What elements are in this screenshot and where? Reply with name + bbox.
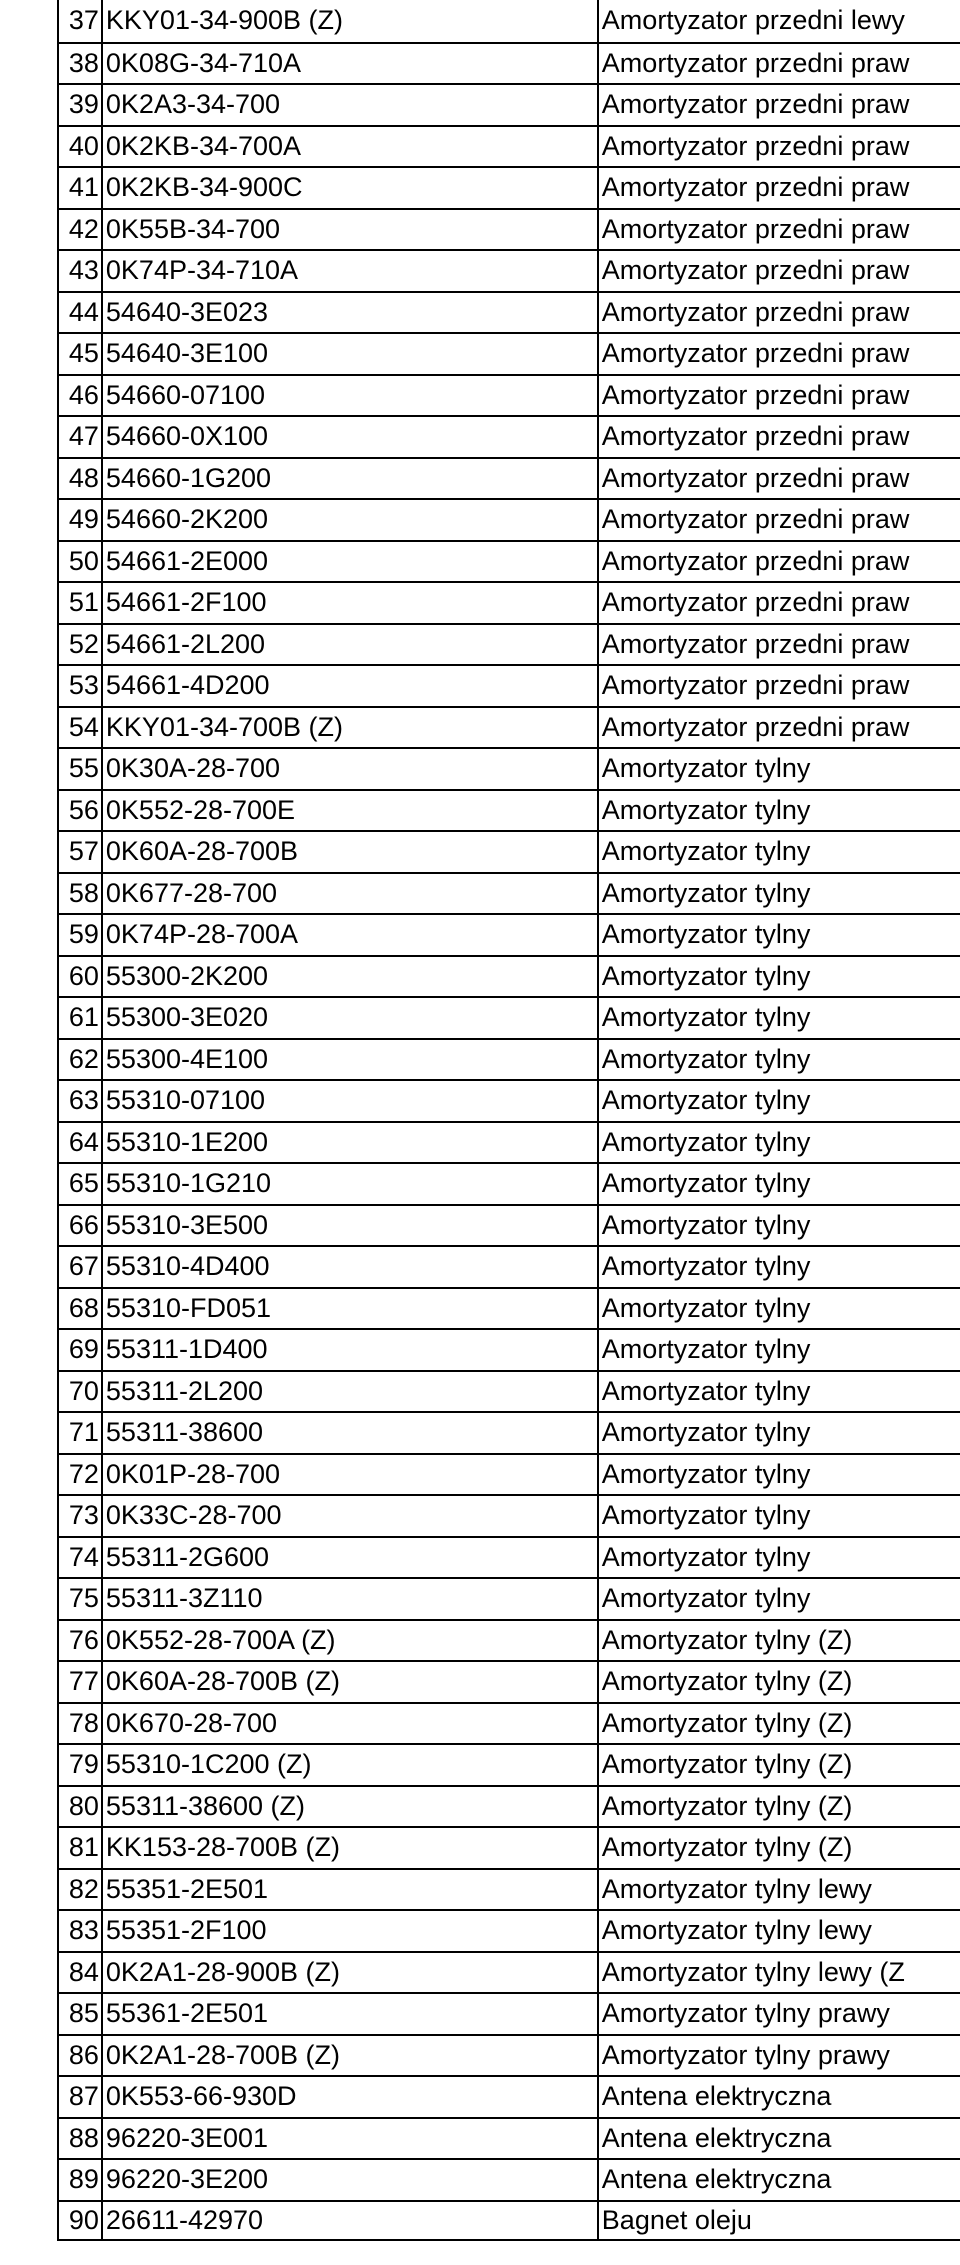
part-description-cell: Antena elektryczna (601, 2122, 832, 2153)
part-description-cell: Amortyzator tylny (601, 794, 811, 825)
part-description-cell: Amortyzator przedni praw (601, 504, 910, 535)
part-code-cell: 0K74P-34-710A (103, 251, 599, 291)
part-code-cell: 0K552-28-700A (Z) (103, 1621, 599, 1661)
row-number-cell: 39 (59, 85, 103, 125)
row-number-cell: 67 (59, 1247, 103, 1287)
part-code-cell: 54661-2F100 (103, 583, 599, 623)
table-row (57, 789, 960, 831)
table-row (57, 1494, 960, 1536)
part-code-cell: 55310-FD051 (103, 1289, 599, 1329)
table-row (57, 1204, 960, 1246)
table-row (57, 1577, 960, 1619)
table-row (57, 1079, 960, 1121)
part-code-cell: 0K08G-34-710A (103, 44, 599, 84)
part-description-cell: Amortyzator tylny (Z) (601, 1666, 853, 1697)
table-row (57, 83, 960, 125)
table-row (57, 249, 960, 291)
row-number-cell: 89 (59, 2160, 103, 2200)
table-row (57, 913, 960, 955)
part-code-cell: 54661-2L200 (103, 625, 599, 665)
part-code-cell: 54661-4D200 (103, 666, 599, 706)
part-description-cell: Amortyzator przedni praw (601, 89, 910, 120)
row-number-cell: 47 (59, 417, 103, 457)
part-code-cell: 55361-2E501 (103, 1994, 599, 2034)
part-code-cell: 0K2A1-28-700B (Z) (103, 2036, 599, 2076)
row-number-cell: 81 (59, 1828, 103, 1868)
row-number-cell: 55 (59, 749, 103, 789)
table-row (57, 623, 960, 665)
part-code-cell: 54660-0X100 (103, 417, 599, 457)
row-number-cell: 51 (59, 583, 103, 623)
table-row (57, 1785, 960, 1827)
row-number-cell: 60 (59, 957, 103, 997)
table-row (57, 374, 960, 416)
row-number-cell: 87 (59, 2077, 103, 2117)
row-number-cell: 72 (59, 1455, 103, 1495)
part-description-cell: Amortyzator tylny (601, 1500, 811, 1531)
part-description-cell: Amortyzator tylny (601, 1334, 811, 1365)
row-number-cell: 70 (59, 1372, 103, 1412)
part-description-cell: Amortyzator tylny (601, 1583, 811, 1614)
part-code-cell: 54660-2K200 (103, 500, 599, 540)
table-row (57, 664, 960, 706)
part-description-cell: Amortyzator przedni praw (601, 47, 910, 78)
part-description-cell: Bagnet oleju (601, 2204, 752, 2235)
table-row (57, 42, 960, 84)
part-code-cell: 0K670-28-700 (103, 1704, 599, 1744)
part-description-cell: Amortyzator tylny (601, 960, 811, 991)
row-number-cell: 68 (59, 1289, 103, 1329)
row-number-cell: 84 (59, 1953, 103, 1993)
row-number-cell: 40 (59, 127, 103, 167)
row-number-cell: 46 (59, 376, 103, 416)
table-row (57, 1287, 960, 1329)
row-number-cell: 54 (59, 708, 103, 748)
part-code-cell: 0K55B-34-700 (103, 210, 599, 250)
table-row (57, 2200, 960, 2242)
row-number-cell: 65 (59, 1164, 103, 1204)
row-number-cell: 38 (59, 44, 103, 84)
row-number-cell: 45 (59, 334, 103, 374)
row-number-cell: 78 (59, 1704, 103, 1744)
table-row (57, 0, 960, 42)
part-code-cell: 55311-2G600 (103, 1538, 599, 1578)
part-code-cell: 0K30A-28-700 (103, 749, 599, 789)
table-row (57, 1702, 960, 1744)
part-code-cell: 55310-1E200 (103, 1123, 599, 1163)
table-row (57, 747, 960, 789)
part-code-cell: 55310-1G210 (103, 1164, 599, 1204)
table-row (57, 2117, 960, 2159)
part-description-cell: Amortyzator tylny (Z) (601, 1790, 853, 1821)
table-row (57, 1909, 960, 1951)
row-number-cell: 52 (59, 625, 103, 665)
part-code-cell: 55311-2L200 (103, 1372, 599, 1412)
row-number-cell: 44 (59, 293, 103, 333)
part-description-cell: Amortyzator tylny lewy (Z (601, 1956, 905, 1987)
row-number-cell: 86 (59, 2036, 103, 2076)
part-description-cell: Amortyzator tylny (601, 1168, 811, 1199)
row-number-cell: 58 (59, 874, 103, 914)
part-code-cell: 0K553-66-930D (103, 2077, 599, 2117)
part-description-cell: Amortyzator tylny (601, 1458, 811, 1489)
table-row (57, 457, 960, 499)
part-code-cell: 0K01P-28-700 (103, 1455, 599, 1495)
part-description-cell: Amortyzator przedni praw (601, 670, 910, 701)
row-number-cell: 62 (59, 1040, 103, 1080)
part-code-cell: 0K60A-28-700B (103, 832, 599, 872)
part-code-cell: 55311-3Z110 (103, 1579, 599, 1619)
table-row (57, 498, 960, 540)
table-row (57, 1121, 960, 1163)
table-row (57, 1411, 960, 1453)
table-row (57, 1038, 960, 1080)
table-row (57, 1245, 960, 1287)
part-description-cell: Amortyzator przedni praw (601, 379, 910, 410)
part-description-cell: Amortyzator tylny (601, 1043, 811, 1074)
part-description-cell: Amortyzator przedni praw (601, 587, 910, 618)
part-code-cell: 0K2KB-34-900C (103, 168, 599, 208)
table-row (57, 955, 960, 997)
part-description-cell: Amortyzator tylny (601, 1251, 811, 1282)
part-code-cell: 54661-2E000 (103, 542, 599, 582)
part-description-cell: Amortyzator przedni praw (601, 421, 910, 452)
part-description-cell: Amortyzator tylny (601, 836, 811, 867)
part-description-cell: Amortyzator tylny (Z) (601, 1624, 853, 1655)
part-description-cell: Amortyzator tylny (601, 1375, 811, 1406)
row-number-cell: 42 (59, 210, 103, 250)
part-description-cell: Amortyzator tylny (Z) (601, 1749, 853, 1780)
part-description-cell: Amortyzator tylny (601, 1209, 811, 1240)
part-description-cell: Amortyzator tylny prawy (601, 1998, 890, 2029)
part-description-cell: Amortyzator tylny (601, 877, 811, 908)
part-description-cell: Amortyzator tylny (Z) (601, 1707, 853, 1738)
row-number-cell: 69 (59, 1330, 103, 1370)
row-number-cell: 79 (59, 1745, 103, 1785)
row-number-cell: 61 (59, 998, 103, 1038)
table-row (57, 332, 960, 374)
part-code-cell: 55311-38600 (103, 1413, 599, 1453)
part-code-cell: 0K2A1-28-900B (Z) (103, 1953, 599, 1993)
part-description-cell: Amortyzator tylny lewy (601, 1915, 872, 1946)
part-description-cell: Antena elektryczna (601, 2164, 832, 2195)
part-code-cell: 54640-3E100 (103, 334, 599, 374)
part-description-cell: Amortyzator tylny (601, 1002, 811, 1033)
part-description-cell: Amortyzator przedni lewy (601, 5, 905, 36)
part-code-cell: 55300-4E100 (103, 1040, 599, 1080)
part-description-cell: Amortyzator przedni praw (601, 462, 910, 493)
part-code-cell: 0K677-28-700 (103, 874, 599, 914)
row-number-cell: 75 (59, 1579, 103, 1619)
parts-table (57, 0, 960, 2241)
table-row (57, 125, 960, 167)
part-code-cell: 0K2KB-34-700A (103, 127, 599, 167)
table-row (57, 1536, 960, 1578)
part-description-cell: Amortyzator tylny (601, 919, 811, 950)
part-description-cell: Amortyzator przedni praw (601, 213, 910, 244)
part-description-cell: Amortyzator przedni praw (601, 255, 910, 286)
part-description-cell: Amortyzator tylny lewy (601, 1873, 872, 1904)
table-row (57, 996, 960, 1038)
part-code-cell: 26611-42970 (103, 2202, 599, 2240)
row-number-cell: 41 (59, 168, 103, 208)
part-description-cell: Amortyzator tylny prawy (601, 2039, 890, 2070)
part-code-cell: 55311-1D400 (103, 1330, 599, 1370)
table-row (57, 1453, 960, 1495)
row-number-cell: 37 (59, 0, 103, 42)
table-row (57, 1826, 960, 1868)
part-description-cell: Amortyzator przedni praw (601, 545, 910, 576)
row-number-cell: 73 (59, 1496, 103, 1536)
table-row (57, 1660, 960, 1702)
table-row (57, 1162, 960, 1204)
table-row (57, 166, 960, 208)
part-description-cell: Amortyzator przedni praw (601, 338, 910, 369)
part-code-cell: 0K33C-28-700 (103, 1496, 599, 1536)
row-number-cell: 85 (59, 1994, 103, 2034)
row-number-cell: 83 (59, 1911, 103, 1951)
table-row (57, 2034, 960, 2076)
table-row (57, 2075, 960, 2117)
row-number-cell: 82 (59, 1870, 103, 1910)
row-number-cell: 63 (59, 1081, 103, 1121)
part-description-cell: Amortyzator tylny (601, 1417, 811, 1448)
table-row (57, 830, 960, 872)
part-code-cell: 96220-3E200 (103, 2160, 599, 2200)
table-row (57, 540, 960, 582)
row-number-cell: 50 (59, 542, 103, 582)
part-description-cell: Amortyzator tylny (601, 1292, 811, 1323)
table-row (57, 581, 960, 623)
row-number-cell: 53 (59, 666, 103, 706)
table-row (57, 415, 960, 457)
row-number-cell: 77 (59, 1662, 103, 1702)
part-code-cell: KKY01-34-900B (Z) (103, 0, 599, 42)
part-code-cell: 0K552-28-700E (103, 791, 599, 831)
part-code-cell: 55310-4D400 (103, 1247, 599, 1287)
part-code-cell: 55310-3E500 (103, 1206, 599, 1246)
table-row (57, 706, 960, 748)
table-row (57, 291, 960, 333)
part-description-cell: Amortyzator przedni praw (601, 172, 910, 203)
table-row (57, 2158, 960, 2200)
row-number-cell: 48 (59, 459, 103, 499)
part-code-cell: 96220-3E001 (103, 2119, 599, 2159)
row-number-cell: 80 (59, 1787, 103, 1827)
row-number-cell: 71 (59, 1413, 103, 1453)
part-code-cell: 0K60A-28-700B (Z) (103, 1662, 599, 1702)
part-code-cell: 54660-07100 (103, 376, 599, 416)
table-row (57, 208, 960, 250)
row-number-cell: 49 (59, 500, 103, 540)
row-number-cell: 74 (59, 1538, 103, 1578)
row-number-cell: 64 (59, 1123, 103, 1163)
part-description-cell: Amortyzator przedni praw (601, 711, 910, 742)
part-code-cell: 55300-3E020 (103, 998, 599, 1038)
part-code-cell: 55351-2F100 (103, 1911, 599, 1951)
part-description-cell: Amortyzator tylny (601, 753, 811, 784)
row-number-cell: 56 (59, 791, 103, 831)
part-description-cell: Amortyzator tylny (601, 1126, 811, 1157)
part-description-cell: Amortyzator tylny (601, 1541, 811, 1572)
part-description-cell: Amortyzator przedni praw (601, 628, 910, 659)
row-number-cell: 66 (59, 1206, 103, 1246)
table-row (57, 1868, 960, 1910)
table-row (57, 1619, 960, 1661)
part-description-cell: Amortyzator tylny (Z) (601, 1832, 853, 1863)
part-code-cell: 0K74P-28-700A (103, 915, 599, 955)
table-row (57, 872, 960, 914)
row-number-cell: 88 (59, 2119, 103, 2159)
part-description-cell: Antena elektryczna (601, 2081, 832, 2112)
part-code-cell: KKY01-34-700B (Z) (103, 708, 599, 748)
part-code-cell: 55300-2K200 (103, 957, 599, 997)
row-number-cell: 59 (59, 915, 103, 955)
part-code-cell: 54640-3E023 (103, 293, 599, 333)
table-row (57, 1951, 960, 1993)
part-code-cell: 55351-2E501 (103, 1870, 599, 1910)
part-code-cell: KK153-28-700B (Z) (103, 1828, 599, 1868)
row-number-cell: 90 (59, 2202, 103, 2240)
table-row (57, 1743, 960, 1785)
part-code-cell: 0K2A3-34-700 (103, 85, 599, 125)
part-description-cell: Amortyzator przedni praw (601, 296, 910, 327)
part-code-cell: 54660-1G200 (103, 459, 599, 499)
part-code-cell: 55310-07100 (103, 1081, 599, 1121)
part-code-cell: 55311-38600 (Z) (103, 1787, 599, 1827)
part-description-cell: Amortyzator tylny (601, 1085, 811, 1116)
part-code-cell: 55310-1C200 (Z) (103, 1745, 599, 1785)
part-description-cell: Amortyzator przedni praw (601, 130, 910, 161)
row-number-cell: 76 (59, 1621, 103, 1661)
row-number-cell: 43 (59, 251, 103, 291)
table-row (57, 1328, 960, 1370)
table-row (57, 1992, 960, 2034)
table-row (57, 1370, 960, 1412)
row-number-cell: 57 (59, 832, 103, 872)
